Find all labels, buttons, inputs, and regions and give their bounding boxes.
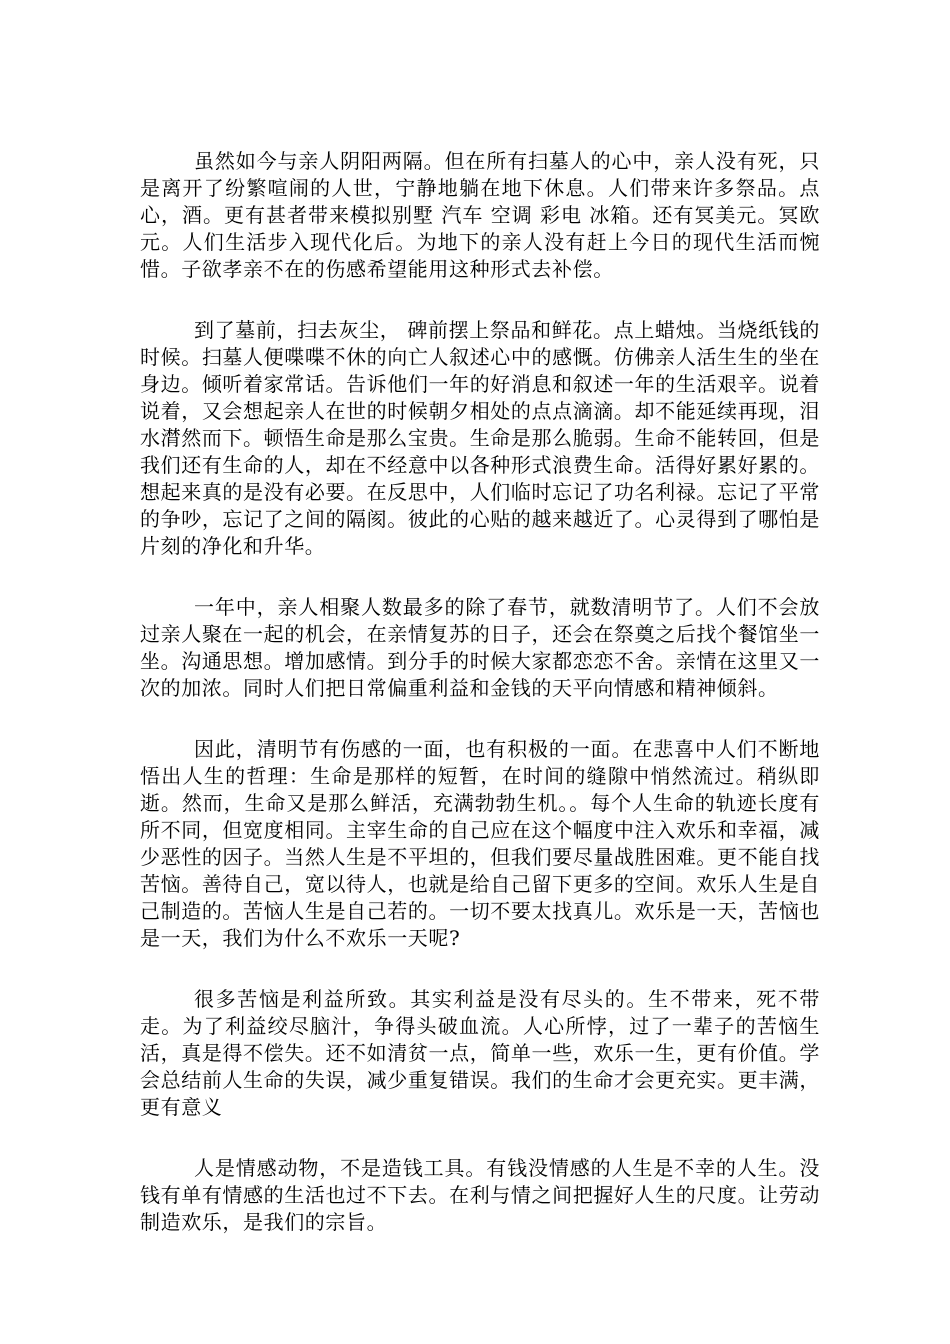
paragraph: 虽然如今与亲人阴阳两隔。但在所有扫墓人的心中，亲人没有死，只是离开了纷繁喧闹的人世，宁静地躺在地下休息。人们带来许多祭品。点心，酒。更有甚者带来模拟别墅 汽车 空调 彩电 冰箱。还有冥美元。冥欧元。人们生活步入现代化后。为地下的亲人没有赶上今日的现代生活而惋惜。子欲孝亲不在的伤感希望能用这种形式去补偿。 xyxy=(140,149,820,281)
paragraph: 很多苦恼是利益所致。其实利益是没有尽头的。生不带来，死不带走。为了利益绞尽脑汁，争得头破血流。人心所悖，过了一辈子的苦恼生活，真是得不偿失。还不如清贫一点，简单一些，欢乐一生，更有价值。学会总结前人生命的失误，减少重复错误。我们的生命才会更充实。更丰满，更有意义 xyxy=(140,987,820,1119)
document-body xyxy=(140,148,820,1270)
paragraph: 因此，清明节有伤感的一面，也有积极的一面。在悲喜中人们不断地悟出人生的哲理：生命是那样的短暂，在时间的缝隙中悄然流过。稍纵即逝。然而，生命又是那么鲜活，充满勃勃生机。。每个人生命的轨迹长度有所不同，但宽度相同。主宰生命的自己应在这个幅度中注入欢乐和幸福，减少恶性的因子。当然人生是不平坦的，但我们要尽量战胜困难。更不能自找苦恼。善待自己，宽以待人，也就是给自己留下更多的空间。欢乐人生是自己制造的。苦恼人生是自己若的。一切不要太找真儿。欢乐是一天，苦恼也是一天，我们为什么不欢乐一天呢? xyxy=(140,737,820,950)
paragraph: 一年中，亲人相聚人数最多的除了春节，就数清明节了。人们不会放过亲人聚在一起的机会，在亲情复苏的日子，还会在祭奠之后找个餐馆坐一坐。沟通思想。增加感情。到分手的时候大家都恋恋不舍。亲情在这里又一次的加浓。同时人们把日常偏重利益和金钱的天平向情感和精神倾斜。 xyxy=(140,595,820,700)
paragraph: 到了墓前，扫去灰尘， 碑前摆上祭品和鲜花。点上蜡烛。当烧纸钱的时候。扫墓人便喋喋不休的向亡人叙述心中的感慨。仿佛亲人活生生的坐在身边。倾听着家常话。告诉他们一年的好消息和叙述一年的生活艰辛。说着说着，又会想起亲人在世的时候朝夕相处的点点滴滴。却不能延续再现，泪水潸然而下。顿悟生命是那么宝贵。生命是那么脆弱。生命不能转回，但是我们还有生命的人，却在不经意中以各种形式浪费生命。活得好累好累的。想起来真的是没有必要。在反思中，人们临时忘记了功名利禄。忘记了平常的争吵，忘记了之间的隔阂。彼此的心贴的越来越近了。心灵得到了哪怕是片刻的净化和升华。 xyxy=(140,318,820,558)
paragraph: 人是情感动物，不是造钱工具。有钱没情感的人生是不幸的人生。没钱有单有情感的生活也过不下去。在利与情之间把握好人生的尺度。让劳动制造欢乐，是我们的宗旨。 xyxy=(140,1156,820,1234)
